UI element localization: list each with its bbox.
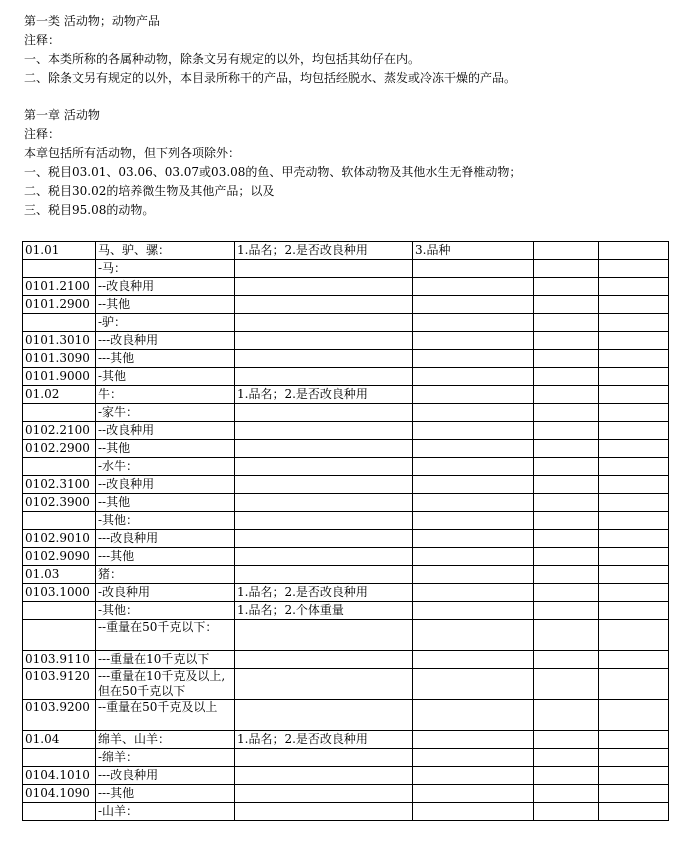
empty-cell — [599, 651, 669, 669]
empty-cell — [534, 512, 599, 530]
requirement-cell-2 — [413, 602, 534, 620]
description-cell: -其他： — [96, 512, 235, 530]
description-cell: -驴： — [96, 314, 235, 332]
empty-cell — [534, 440, 599, 458]
table-row — [23, 476, 669, 494]
requirement-cell — [235, 368, 413, 386]
description-cell: ---改良种用 — [96, 767, 235, 785]
code-cell — [23, 620, 96, 651]
description-cell: --改良种用 — [96, 476, 235, 494]
description-cell: -绵羊： — [96, 749, 235, 767]
requirement-cell-2 — [413, 350, 534, 368]
table-row — [23, 260, 669, 278]
requirement-cell — [235, 260, 413, 278]
empty-cell — [534, 386, 599, 404]
description-cell: --改良种用 — [96, 278, 235, 296]
code-cell — [23, 314, 96, 332]
description-cell: 绵羊、山羊： — [96, 731, 235, 749]
table-row — [23, 404, 669, 422]
code-cell — [23, 260, 96, 278]
code-cell — [23, 512, 96, 530]
code-cell: 0102.3900 — [23, 494, 96, 512]
requirement-cell-2 — [413, 620, 534, 651]
table-row — [23, 548, 669, 566]
requirement-cell: 1.品名；2.是否改良种用 — [235, 731, 413, 749]
empty-cell — [534, 314, 599, 332]
description-cell: --重量在50千克以下： — [96, 620, 235, 651]
requirement-cell — [235, 669, 413, 700]
empty-cell — [599, 476, 669, 494]
description-cell: 马、驴、骡： — [96, 242, 235, 260]
code-cell: 0104.1090 — [23, 785, 96, 803]
empty-cell — [599, 314, 669, 332]
empty-cell — [534, 584, 599, 602]
requirement-cell — [235, 512, 413, 530]
table-row — [23, 785, 669, 803]
chapter-notes-label: 注释： — [24, 127, 61, 141]
requirement-cell — [235, 476, 413, 494]
requirement-cell-2 — [413, 440, 534, 458]
requirement-cell-2 — [413, 767, 534, 785]
code-cell — [23, 749, 96, 767]
table-row — [23, 242, 669, 260]
empty-cell — [599, 332, 669, 350]
requirement-cell — [235, 803, 413, 821]
empty-cell — [534, 458, 599, 476]
empty-cell — [599, 602, 669, 620]
empty-cell — [534, 700, 599, 731]
requirement-cell-2 — [413, 749, 534, 767]
description-cell: --其他 — [96, 440, 235, 458]
description-cell: --改良种用 — [96, 422, 235, 440]
section-note-1: 一、本类所称的各属种动物，除条文另有规定的以外，均包括其幼仔在内。 — [24, 52, 421, 66]
table-row — [23, 584, 669, 602]
empty-cell — [534, 749, 599, 767]
table-row — [23, 803, 669, 821]
requirement-cell-2 — [413, 386, 534, 404]
code-cell: 0102.2900 — [23, 440, 96, 458]
requirement-cell-2 — [413, 404, 534, 422]
requirement-cell — [235, 530, 413, 548]
requirement-cell — [235, 767, 413, 785]
empty-cell — [599, 700, 669, 731]
section-notes-label: 注释： — [24, 33, 61, 47]
description-cell: ---改良种用 — [96, 530, 235, 548]
tariff-table — [22, 241, 669, 821]
code-cell: 0102.3100 — [23, 476, 96, 494]
description-cell: 猪： — [96, 566, 235, 584]
tariff-table-body — [23, 242, 669, 821]
empty-cell — [599, 566, 669, 584]
table-row — [23, 620, 669, 651]
empty-cell — [534, 566, 599, 584]
table-row — [23, 368, 669, 386]
chapter-note-3: 三、税目95.08的动物。 — [24, 203, 155, 217]
requirement-cell: 1.品名；2.是否改良种用 — [235, 242, 413, 260]
table-row — [23, 296, 669, 314]
code-cell — [23, 404, 96, 422]
table-row — [23, 422, 669, 440]
empty-cell — [599, 458, 669, 476]
chapter-note-intro: 本章包括所有活动物，但下列各项除外： — [24, 146, 241, 160]
requirement-cell: 1.品名；2.个体重量 — [235, 602, 413, 620]
empty-cell — [599, 530, 669, 548]
code-cell: 01.04 — [23, 731, 96, 749]
requirement-cell — [235, 651, 413, 669]
description-cell: -山羊： — [96, 803, 235, 821]
description-cell: ---其他 — [96, 548, 235, 566]
chapter-note-2: 二、税目30.02的培养微生物及其他产品；以及 — [24, 184, 275, 198]
empty-cell — [599, 260, 669, 278]
requirement-cell-2 — [413, 278, 534, 296]
empty-cell — [599, 422, 669, 440]
requirement-cell: 1.品名；2.是否改良种用 — [235, 386, 413, 404]
table-row — [23, 512, 669, 530]
requirement-cell — [235, 422, 413, 440]
empty-cell — [534, 242, 599, 260]
requirement-cell-2 — [413, 530, 534, 548]
empty-cell — [534, 530, 599, 548]
empty-cell — [599, 368, 669, 386]
table-row — [23, 386, 669, 404]
description-cell: ---其他 — [96, 350, 235, 368]
description-cell: --其他 — [96, 494, 235, 512]
empty-cell — [534, 422, 599, 440]
description-cell: -其他 — [96, 368, 235, 386]
empty-cell — [599, 731, 669, 749]
description-cell: -马： — [96, 260, 235, 278]
requirement-cell — [235, 440, 413, 458]
code-cell: 0101.2100 — [23, 278, 96, 296]
empty-cell — [534, 651, 599, 669]
description-cell: -家牛： — [96, 404, 235, 422]
description-cell: --其他 — [96, 296, 235, 314]
code-cell: 0103.9120 — [23, 669, 96, 700]
empty-cell — [534, 350, 599, 368]
code-cell: 0101.2900 — [23, 296, 96, 314]
code-cell — [23, 458, 96, 476]
empty-cell — [534, 620, 599, 651]
requirement-cell-2 — [413, 296, 534, 314]
requirement-cell — [235, 749, 413, 767]
empty-cell — [599, 749, 669, 767]
requirement-cell-2 — [413, 803, 534, 821]
empty-cell — [534, 785, 599, 803]
empty-cell — [599, 512, 669, 530]
table-row — [23, 530, 669, 548]
empty-cell — [534, 368, 599, 386]
chapter-title: 第一章 活动物 — [24, 108, 100, 122]
empty-cell — [534, 767, 599, 785]
requirement-cell — [235, 278, 413, 296]
empty-cell — [599, 494, 669, 512]
requirement-cell — [235, 494, 413, 512]
code-cell: 0104.1010 — [23, 767, 96, 785]
empty-cell — [599, 440, 669, 458]
empty-cell — [599, 584, 669, 602]
empty-cell — [599, 669, 669, 700]
code-cell: 01.01 — [23, 242, 96, 260]
code-cell: 01.02 — [23, 386, 96, 404]
requirement-cell-2 — [413, 422, 534, 440]
empty-cell — [599, 386, 669, 404]
requirement-cell-2 — [413, 651, 534, 669]
empty-cell — [599, 278, 669, 296]
empty-cell — [534, 332, 599, 350]
requirement-cell — [235, 620, 413, 651]
requirement-cell-2 — [413, 669, 534, 700]
empty-cell — [534, 278, 599, 296]
requirement-cell — [235, 785, 413, 803]
empty-cell — [534, 296, 599, 314]
description-cell: -水牛： — [96, 458, 235, 476]
requirement-cell-2 — [413, 548, 534, 566]
requirement-cell-2 — [413, 731, 534, 749]
empty-cell — [534, 476, 599, 494]
spacer — [24, 88, 684, 106]
table-row — [23, 566, 669, 584]
empty-cell — [599, 548, 669, 566]
code-cell: 0103.9110 — [23, 651, 96, 669]
table-row — [23, 700, 669, 731]
table-row — [23, 749, 669, 767]
code-cell: 0102.9090 — [23, 548, 96, 566]
table-row — [23, 314, 669, 332]
empty-cell — [599, 350, 669, 368]
empty-cell — [534, 404, 599, 422]
table-row — [23, 602, 669, 620]
code-cell — [23, 803, 96, 821]
description-cell: ---改良种用 — [96, 332, 235, 350]
table-row — [23, 458, 669, 476]
code-cell: 0103.9200 — [23, 700, 96, 731]
requirement-cell-2 — [413, 332, 534, 350]
table-row — [23, 440, 669, 458]
code-cell: 0102.9010 — [23, 530, 96, 548]
requirement-cell-2 — [413, 458, 534, 476]
empty-cell — [534, 803, 599, 821]
table-row — [23, 669, 669, 700]
requirement-cell-2 — [413, 476, 534, 494]
description-cell: 牛： — [96, 386, 235, 404]
empty-cell — [534, 602, 599, 620]
document-intro — [24, 12, 684, 220]
table-row — [23, 332, 669, 350]
empty-cell — [599, 785, 669, 803]
table-row — [23, 731, 669, 749]
empty-cell — [599, 803, 669, 821]
code-cell: 0103.1000 — [23, 584, 96, 602]
requirement-cell-2 — [413, 494, 534, 512]
empty-cell — [534, 669, 599, 700]
empty-cell — [534, 494, 599, 512]
table-row — [23, 767, 669, 785]
empty-cell — [599, 767, 669, 785]
table-row — [23, 494, 669, 512]
code-cell: 0101.3010 — [23, 332, 96, 350]
empty-cell — [599, 296, 669, 314]
requirement-cell — [235, 700, 413, 731]
requirement-cell-2 — [413, 584, 534, 602]
table-row — [23, 350, 669, 368]
code-cell: 0102.2100 — [23, 422, 96, 440]
requirement-cell — [235, 332, 413, 350]
description-cell: ---重量在10千克以下 — [96, 651, 235, 669]
description-cell: -其他： — [96, 602, 235, 620]
requirement-cell — [235, 314, 413, 332]
requirement-cell-2 — [413, 700, 534, 731]
empty-cell — [599, 242, 669, 260]
requirement-cell: 1.品名；2.是否改良种用 — [235, 584, 413, 602]
table-row — [23, 278, 669, 296]
description-cell: --重量在50千克及以上 — [96, 700, 235, 731]
requirement-cell-2 — [413, 512, 534, 530]
description-cell: ---重量在10千克及以上,但在50千克以下 — [96, 669, 235, 700]
requirement-cell-2 — [413, 314, 534, 332]
requirement-cell — [235, 566, 413, 584]
requirement-cell-2 — [413, 785, 534, 803]
description-cell: -改良种用 — [96, 584, 235, 602]
requirement-cell-2 — [413, 260, 534, 278]
section-title: 第一类 活动物；动物产品 — [24, 14, 160, 28]
chapter-note-1: 一、税目03.01、03.06、03.07或03.08的鱼、甲壳动物、软体动物及其他水生无脊椎动物； — [24, 165, 522, 179]
empty-cell — [599, 404, 669, 422]
requirement-cell-2 — [413, 368, 534, 386]
code-cell: 0101.9000 — [23, 368, 96, 386]
empty-cell — [534, 731, 599, 749]
requirement-cell — [235, 548, 413, 566]
empty-cell — [534, 260, 599, 278]
empty-cell — [534, 548, 599, 566]
requirement-cell — [235, 404, 413, 422]
code-cell: 0101.3090 — [23, 350, 96, 368]
requirement-cell — [235, 350, 413, 368]
description-cell: ---其他 — [96, 785, 235, 803]
code-cell — [23, 602, 96, 620]
table-row — [23, 651, 669, 669]
section-note-2: 二、除条文另有规定的以外，本目录所称干的产品，均包括经脱水、蒸发或冷冻干燥的产品。 — [24, 71, 517, 85]
requirement-cell — [235, 296, 413, 314]
code-cell: 01.03 — [23, 566, 96, 584]
requirement-cell-2 — [413, 566, 534, 584]
requirement-cell-2: 3.品种 — [413, 242, 534, 260]
requirement-cell — [235, 458, 413, 476]
empty-cell — [599, 620, 669, 651]
